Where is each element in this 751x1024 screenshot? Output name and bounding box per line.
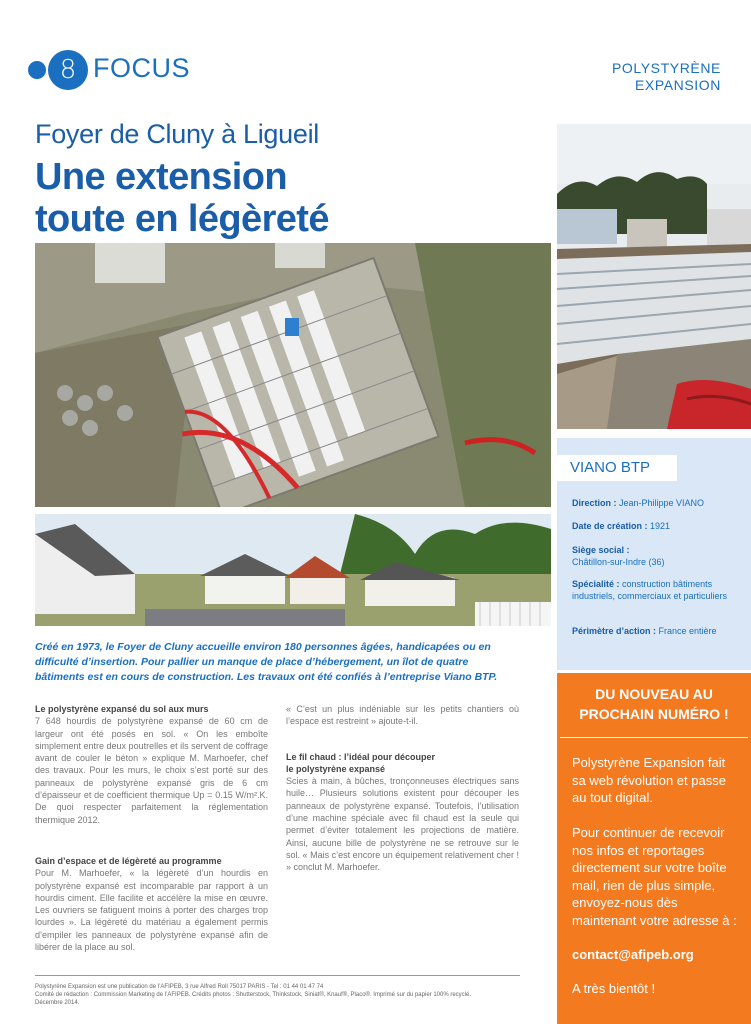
paragraph-quote-continuation: « C’est un plus indéniable sur les petits chantiers où l’espace est restreint » ajoute-t-il. [286,704,519,727]
fact-creation-date [572,520,742,532]
photo-aerial-site [35,243,551,507]
article-intro: Créé en 1973, le Foyer de Cluny accueille environ 180 personnes âgées, handicapées ou en difficulté d’insertion. Pour pallier un manque de place d’hébergement, un îlot de quatre bâtiments est en cours de construction. Les travaux ont été confiés à l’entreprise Viano BTP. [35,641,498,683]
photo-construction-closeup [557,124,751,429]
article-column-1 [35,703,268,953]
article-title-line-2: toute en légèreté [35,198,329,240]
footer-line-3: Décembre 2014. [35,1000,80,1006]
promo-text-1: Polystyrène Expansion fait sa web révolution et passe au tout digital. [572,755,726,805]
header-small-dot [28,61,46,79]
brand-label [612,60,721,94]
promo-heading [557,684,751,724]
brand-line-2: EXPANSION [634,77,721,93]
article-column-2 [286,703,519,874]
paragraph-space-lightness: Pour M. Marhoefer, « la légèreté d’un hourdis en polystyrène expansé est incomparable par rapport à un hourdis ciment. Elle facilite et accélère la mise en œuvre. Les ouvriers se fatiguent moins à porter des charges trop lourdes ». La légèreté du matériau a également permis d’empiler les panneaux de polystyrène expansé afin de libérer de la place au sol. [35,868,268,953]
fact-creation-date-label: Date de création : [572,521,648,531]
section-label: FOCUS [93,53,190,83]
fact-head-office-label: Siège social : [572,545,630,555]
subheading-hot-wire-line-1: Le fil chaud : l’idéal pour découper [286,751,436,762]
promo-signoff: A très bientôt ! [572,981,656,996]
article-title [35,156,329,240]
footer-line-1: Polystyrène Expansion est une publication de l’AFIPEB, 3 rue Alfred Roll 75017 PARIS - Tel : 01 44 01 47 74 [35,984,324,990]
fact-scope-value: France entière [656,626,717,636]
paragraph-floor-walls: 7 648 hourdis de polystyrène expansé de 60 cm de largeur ont été posés en sol. « On les emboîte simplement entre deux poutrelles et ils servent de coffrage avant de couler le béton » explique M. Marhoefer, chef des travaux. Pour les murs, le choix s’est porté sur des panneaux de polystyrène expansé gris de 6 cm d’épaisseur et de coefficient thermique Up = 0.15 W/m².K. De quoi respecter parfaitement la réglementation thermique 2012. [35,716,268,825]
article-title-line-1: Une extension [35,156,287,198]
page-number: 8 [59,55,77,85]
footer-divider [35,975,520,976]
promo-heading-line-1: DU NOUVEAU AU [595,686,713,702]
footer-line-2: Comité de rédaction : Commission Marketing de l’AFIPEB. Crédits photos : Shutterstock, Thinkstock, Siniat®, Knauf®, Placo®. Imprimé sur du papier 100% recyclé. [35,992,472,998]
promo-divider [560,737,748,738]
fact-specialty [572,578,742,602]
company-name: VIANO BTP [570,459,651,476]
promo-heading-line-2: PROCHAIN NUMÉRO ! [579,706,729,722]
article-kicker: Foyer de Cluny à Ligueil [35,119,319,149]
promo-email-link[interactable]: contact@afipeb.org [572,947,694,962]
photo-architectural-render [35,514,551,626]
fact-creation-date-value: 1921 [647,521,671,531]
paragraph-hot-wire: Scies à main, à bûches, tronçonneuses électriques sans huile… Plusieurs solutions existent pour découper les panneaux de polystyrène expansé. Toutefois, l’utilisation d’une machine spéciale avec fil chaud est la seule qui permet d’éviter totalement les projections de matière. Ainsi, aucune bille de polystyrène ne se retrouve sur le sol. « Mais c’est encore un équipement relativement cher ! » conclut M. Marhoefer. [286,776,519,873]
fact-direction-value: Jean-Philippe VIANO [616,498,705,508]
fact-scope-label: Périmètre d’action : [572,626,657,636]
fact-direction [572,497,742,509]
subheading-floor-walls: Le polystyrène expansé du sol aux murs [35,704,209,714]
fact-scope [572,625,742,637]
subheading-hot-wire-line-2: le polystyrène expansé [286,763,386,774]
fact-direction-label: Direction : [572,498,617,508]
company-name-tab [557,455,677,481]
subheading-space-lightness: Gain d’espace et de légèreté au programme [35,855,222,866]
footer-credits [35,983,535,1007]
fact-head-office [572,544,742,568]
fact-specialty-value: construction bâtiments industriels, commerciaux et particuliers [572,579,728,601]
fact-specialty-label: Spécialité : [572,579,620,589]
promo-text-2: Pour continuer de recevoir nos infos et reportages directement sur votre boîte mail, rien de plus simple, envoyez-nous dès maintenant votre adresse à : [572,825,737,928]
brand-line-1: POLYSTYRÈNE [611,60,721,76]
fact-head-office-value: Châtillon-sur-Indre (36) [572,557,665,567]
